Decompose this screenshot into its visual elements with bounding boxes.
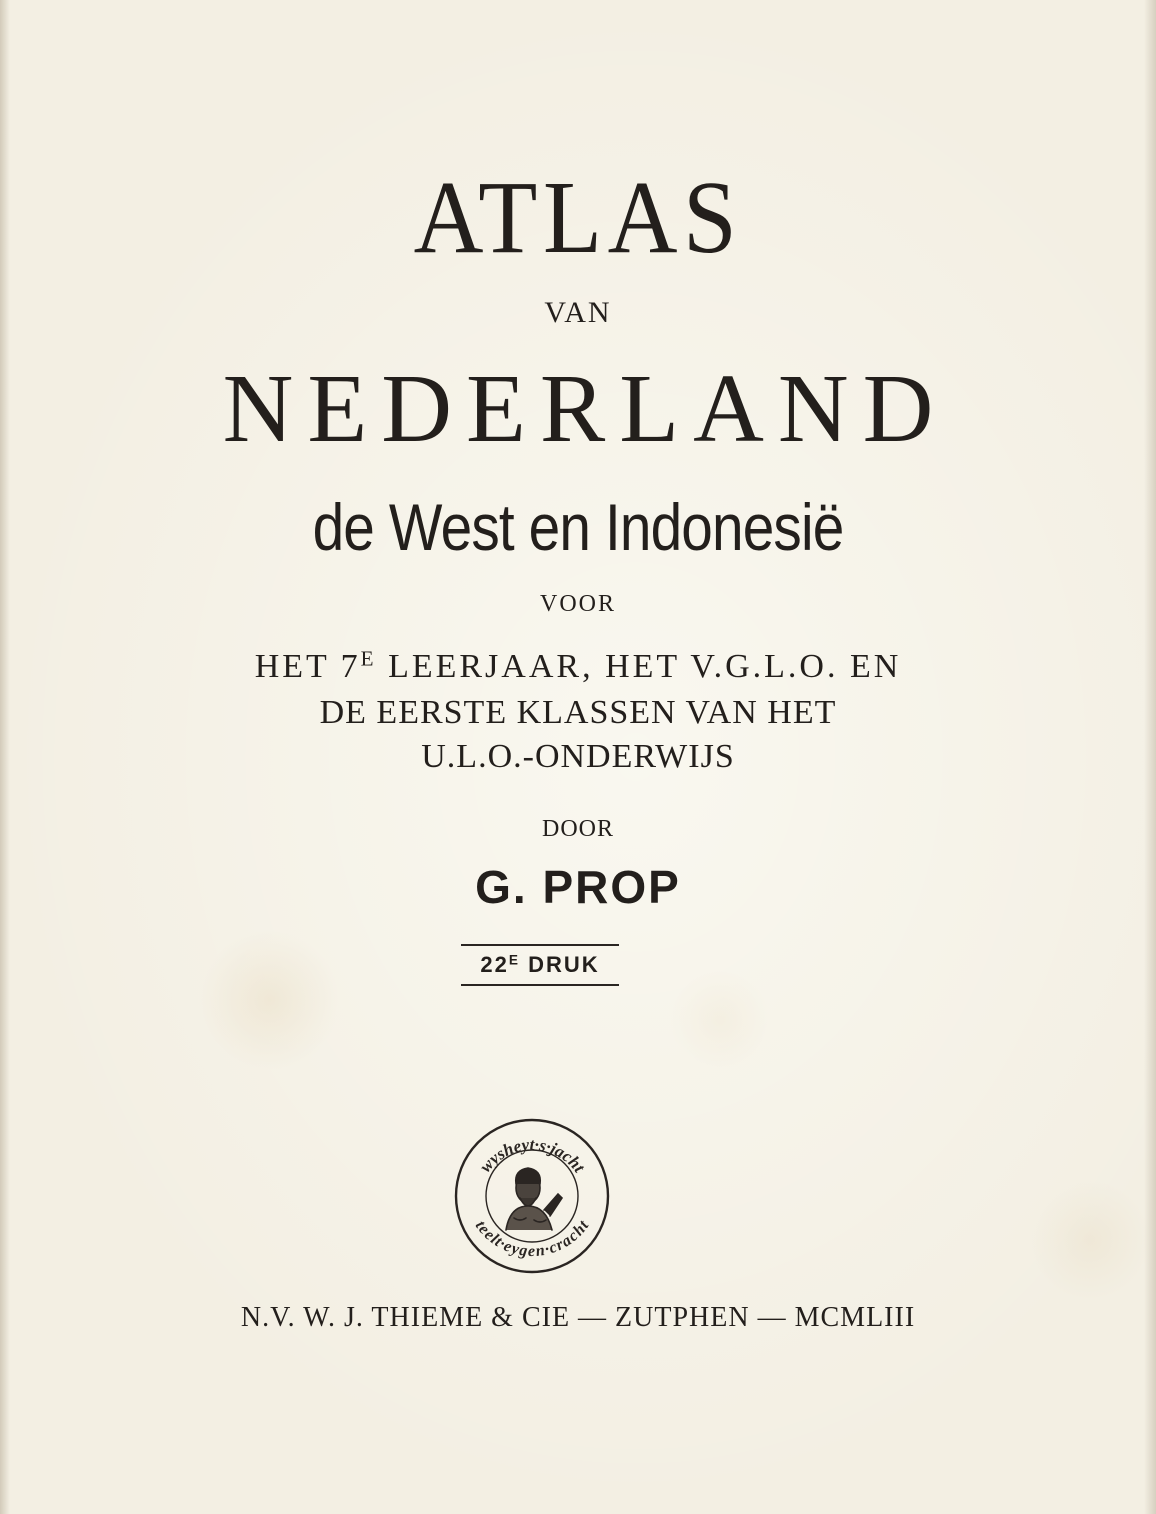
edition-superscript: E <box>508 952 520 968</box>
audience-line-1 <box>0 646 1156 685</box>
subtitle: de West en Indonesië <box>312 490 844 564</box>
author-name: G. PROP <box>475 861 681 913</box>
edition-box <box>461 944 619 986</box>
title-atlas: ATLAS <box>413 160 743 275</box>
audience-line-3: U.L.O.-ONDERWIJS <box>421 738 735 775</box>
audience-line-2: DE EERSTE KLASSEN VAN HET <box>319 694 837 731</box>
title-nederland: NEDERLAND <box>222 355 948 463</box>
seal-top-text: wysheyt·s·jacht <box>475 1134 589 1177</box>
edition-number: 22 <box>480 952 509 977</box>
seal-portrait <box>506 1168 562 1230</box>
title-van: VAN <box>544 296 612 329</box>
publisher-line: N.V. W. J. THIEME & CIE — ZUTPHEN — MCMLIII <box>240 1302 916 1333</box>
audience-line-1-superscript: E <box>360 646 377 671</box>
portrait-seal-icon <box>454 1118 610 1274</box>
seal-bottom-text: teelt·eygen·cracht <box>471 1217 593 1261</box>
door-label: DOOR <box>541 816 614 842</box>
edition-label <box>461 954 619 976</box>
edition-text: DRUK <box>519 952 600 977</box>
voor-label: VOOR <box>539 591 616 617</box>
audience-line-1-start: HET 7 <box>254 648 361 685</box>
audience-line-1-end: LEERJAAR, HET V.G.L.O. EN <box>376 648 902 685</box>
